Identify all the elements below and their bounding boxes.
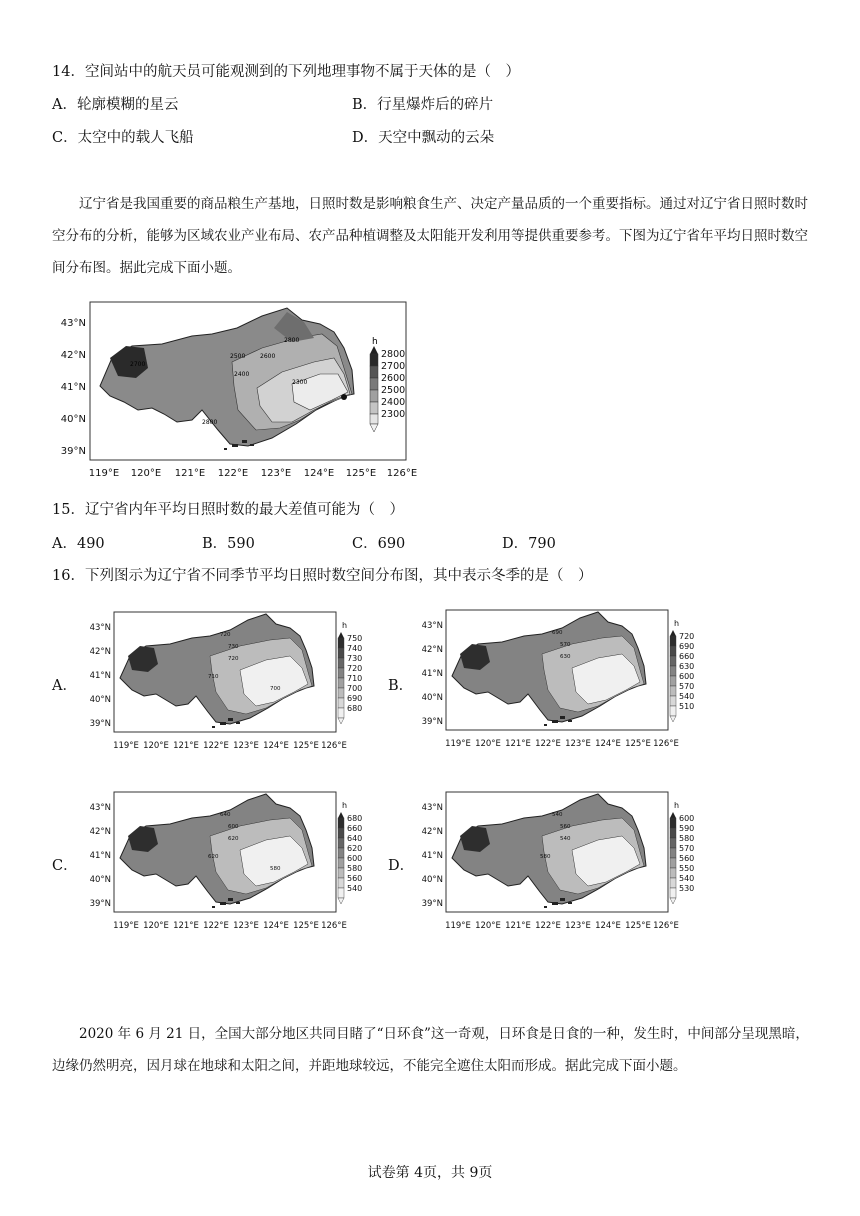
lon-label: 121°E [173, 921, 199, 931]
lon-label: 120°E [475, 921, 501, 931]
island [544, 906, 547, 908]
lon-label: 121°E [173, 741, 199, 751]
legend-value: 540 [679, 692, 695, 701]
legend-swatch [338, 838, 344, 848]
contour-label: 620 [228, 836, 239, 842]
lat-label: 40°N [421, 693, 443, 703]
legend-value: 550 [679, 864, 695, 873]
page-footer: 试卷第 4页，共 9页 [367, 1165, 493, 1181]
legend-arrow-bottom [670, 898, 676, 904]
lon-label: 120°E [143, 921, 169, 931]
contour-label: 640 [220, 812, 231, 818]
legend-value: 660 [347, 824, 363, 833]
legend-value: 730 [347, 654, 363, 663]
q14-option-d[interactable]: D．天空中飘动的云朵 [352, 130, 495, 146]
contour-label: 2300 [292, 379, 308, 386]
legend-swatch [670, 676, 676, 686]
legend-value: 560 [347, 874, 363, 883]
lat-label: 43°N [421, 803, 443, 813]
legend-swatch [670, 838, 676, 848]
legend-swatch [338, 848, 344, 858]
lat-label: 39°N [60, 446, 86, 457]
passage-liaoning: 辽宁省是我国重要的商品粮生产基地，日照时数是影响粮食生产、决定产量品质的一个重要指标。通过对辽宁省日照时数时空分布的分析，能够为区域农业产业布局、农产品种植调整及太阳能开发利用等提供重要参考。下图为辽宁省年平均日照时数空间分布图。据此完成下面小题。 [52, 196, 808, 276]
legend-value: 600 [347, 854, 363, 863]
island [228, 718, 233, 721]
q15-stem: 15．辽宁省内年平均日照时数的最大差值可能为（ ） [52, 502, 404, 518]
lon-label: 122°E [203, 741, 229, 751]
lon-label: 122°E [535, 921, 561, 931]
legend-swatch [338, 888, 344, 898]
q16-option-d[interactable]: D． [388, 858, 415, 874]
legend-swatch [670, 888, 676, 898]
island [552, 902, 558, 905]
lon-label: 125°E [345, 468, 377, 479]
contour-label: 630 [560, 654, 571, 660]
legend-swatch [338, 668, 344, 678]
legend-swatch [670, 696, 676, 706]
legend-value: 560 [679, 854, 695, 863]
main-sunshine-map [52, 298, 422, 488]
lat-label: 40°N [89, 875, 111, 885]
island [220, 902, 226, 905]
island [236, 722, 240, 724]
legend-value: 2600 [381, 373, 406, 384]
lat-label: 39°N [89, 719, 111, 729]
lon-label: 124°E [303, 468, 335, 479]
q14-stem: 14．空间站中的航天员可能观测到的下列地理事物不属于天体的是（ ） [52, 64, 520, 80]
island [212, 726, 215, 728]
legend-value: 660 [679, 652, 695, 661]
passage-annular-eclipse: 2020 年 6 月 21 日，全国大部分地区共同目睹了“日环食”这一奇观，日环食是日食的一种，发生时，中间部分呈现黑暗，边缘仍然明亮，因月球在地球和太阳之间，并距地球较远，不能完全遮住太阳而形成。据此完成下面小题。 [52, 1026, 809, 1074]
lon-label: 119°E [113, 741, 139, 751]
lon-label: 125°E [625, 921, 651, 931]
q16-option-c[interactable]: C． [52, 858, 78, 874]
contour-label: 2700 [130, 361, 146, 368]
legend-swatch [670, 636, 676, 646]
legend-value: 2400 [381, 397, 406, 408]
lon-label: 126°E [653, 921, 679, 931]
legend-arrow-bottom [670, 716, 676, 722]
q14-option-a[interactable]: A．轮廓模糊的星云 [52, 97, 179, 113]
q15-option-c[interactable]: C．690 [352, 536, 406, 552]
lat-label: 43°N [421, 621, 443, 631]
island [568, 720, 572, 722]
legend-value: 720 [347, 664, 363, 673]
legend-unit: h [372, 337, 378, 347]
legend-swatch [670, 878, 676, 888]
lon-label: 119°E [445, 739, 471, 749]
legend-swatch [338, 658, 344, 668]
legend-swatch [670, 858, 676, 868]
lon-label: 122°E [203, 921, 229, 931]
legend-swatch [338, 828, 344, 838]
legend-swatch [338, 638, 344, 648]
lon-label: 125°E [625, 739, 651, 749]
lon-label: 125°E [293, 741, 319, 751]
legend-arrow-bottom [338, 718, 344, 724]
lon-label: 123°E [565, 739, 591, 749]
legend-arrow-top [670, 630, 676, 636]
q14-option-c[interactable]: C．太空中的载人飞船 [52, 130, 194, 146]
q16-option-a[interactable]: A． [52, 678, 77, 694]
legend-value: 750 [347, 634, 363, 643]
island [544, 724, 547, 726]
q15-option-d[interactable]: D．790 [502, 536, 556, 552]
legend-unit: h [674, 801, 680, 810]
legend-value: 680 [347, 814, 363, 823]
lon-label: 124°E [595, 921, 621, 931]
season-map-b[interactable] [412, 608, 695, 758]
lon-label: 123°E [565, 921, 591, 931]
lon-label: 124°E [595, 739, 621, 749]
legend-swatch [670, 706, 676, 716]
legend-value: 570 [679, 844, 695, 853]
lat-label: 43°N [60, 318, 86, 329]
contour-label: 710 [208, 674, 219, 680]
lon-label: 126°E [386, 468, 418, 479]
legend-value: 700 [347, 684, 363, 693]
island [228, 898, 233, 901]
lat-label: 42°N [421, 645, 443, 655]
q15-option-b[interactable]: B．590 [202, 536, 255, 552]
q14-option-b[interactable]: B．行星爆炸后的碎片 [352, 97, 494, 113]
lat-label: 40°N [421, 875, 443, 885]
legend-value: 600 [679, 814, 695, 823]
island [560, 716, 565, 719]
legend-value: 2800 [381, 349, 406, 360]
legend-value: 510 [679, 702, 695, 711]
contour-label: 2500 [230, 353, 246, 360]
lon-label: 120°E [143, 741, 169, 751]
legend-swatch [670, 686, 676, 696]
legend-unit: h [674, 619, 680, 628]
legend-arrow-top [670, 812, 676, 818]
season-map-c[interactable] [80, 790, 363, 940]
island [552, 720, 558, 723]
legend-value: 590 [679, 824, 695, 833]
legend-value: 570 [679, 682, 695, 691]
lon-label: 120°E [475, 739, 501, 749]
legend-arrow-bottom [338, 898, 344, 904]
legend-swatch [670, 818, 676, 828]
lat-label: 41°N [89, 671, 111, 681]
legend-swatch [670, 666, 676, 676]
legend-swatch [338, 708, 344, 718]
legend-value: 690 [347, 694, 363, 703]
legend-unit: h [342, 621, 348, 630]
lat-label: 42°N [89, 647, 111, 657]
island [560, 898, 565, 901]
lat-label: 42°N [421, 827, 443, 837]
legend-swatch [670, 868, 676, 878]
lat-label: 40°N [89, 695, 111, 705]
legend-swatch [338, 688, 344, 698]
lat-label: 39°N [421, 899, 443, 909]
legend-swatch [670, 828, 676, 838]
q15-option-a[interactable]: A．490 [52, 536, 105, 552]
lon-label: 123°E [260, 468, 292, 479]
lon-label: 119°E [445, 921, 471, 931]
lon-label: 120°E [130, 468, 162, 479]
contour-label: 2400 [234, 371, 250, 378]
contour-label: 600 [228, 824, 239, 830]
contour-label: 540 [552, 812, 563, 818]
lat-label: 39°N [89, 899, 111, 909]
lon-label: 123°E [233, 741, 259, 751]
legend-value: 630 [679, 662, 695, 671]
legend-value: 530 [679, 884, 695, 893]
legend-swatch [338, 678, 344, 688]
lon-label: 119°E [113, 921, 139, 931]
contour-label: 700 [270, 686, 281, 692]
contour-label: 720 [228, 656, 239, 662]
lon-label: 121°E [505, 739, 531, 749]
lat-label: 41°N [421, 669, 443, 679]
contour-label: 620 [208, 854, 219, 860]
q16-option-b[interactable]: B． [388, 678, 414, 694]
legend-swatch [338, 868, 344, 878]
legend-swatch [338, 818, 344, 828]
main-legend [370, 337, 405, 432]
island [568, 902, 572, 904]
legend-value: 690 [679, 642, 695, 651]
legend-swatch [338, 698, 344, 708]
legend-value: 740 [347, 644, 363, 653]
island [236, 902, 240, 904]
legend-value: 2700 [381, 361, 406, 372]
lon-label: 125°E [293, 921, 319, 931]
legend-value: 540 [679, 874, 695, 883]
contour-label: 580 [540, 854, 551, 860]
season-map-d[interactable] [412, 790, 695, 940]
contour-label: 540 [560, 836, 571, 842]
lon-label: 124°E [263, 741, 289, 751]
legend-value: 2300 [381, 409, 406, 420]
legend-value: 580 [679, 834, 695, 843]
legend-swatch [670, 646, 676, 656]
contour-label: 2600 [260, 353, 276, 360]
lat-label: 41°N [421, 851, 443, 861]
season-map-a[interactable] [80, 610, 363, 760]
island [212, 906, 215, 908]
legend-swatch [338, 858, 344, 868]
lon-label: 126°E [321, 921, 347, 931]
lat-label: 43°N [89, 803, 111, 813]
legend-value: 640 [347, 834, 363, 843]
lon-label: 119°E [88, 468, 120, 479]
contour-label: 560 [560, 824, 571, 830]
lon-label: 122°E [535, 739, 561, 749]
lat-label: 40°N [60, 414, 86, 425]
contour-label: 690 [552, 630, 563, 636]
lon-label: 121°E [174, 468, 206, 479]
legend-unit: h [342, 801, 348, 810]
legend-arrow-top [338, 812, 344, 818]
legend-value: 540 [347, 884, 363, 893]
lat-label: 42°N [60, 350, 86, 361]
legend-swatch [670, 656, 676, 666]
contour-label: 2800 [284, 337, 300, 344]
legend-arrow-top [338, 632, 344, 638]
lat-label: 39°N [421, 717, 443, 727]
lat-label: 41°N [60, 382, 86, 393]
legend-value: 580 [347, 864, 363, 873]
lon-label: 124°E [263, 921, 289, 931]
legend-value: 680 [347, 704, 363, 713]
lon-label: 121°E [505, 921, 531, 931]
contour-label: 2800 [202, 419, 218, 426]
legend-value: 2500 [381, 385, 406, 396]
lon-label: 122°E [217, 468, 249, 479]
lat-label: 43°N [89, 623, 111, 633]
q16-stem: 16．下列图示为辽宁省不同季节平均日照时数空间分布图，其中表示冬季的是（ ） [52, 568, 593, 584]
lon-label: 123°E [233, 921, 259, 931]
legend-value: 620 [347, 844, 363, 853]
legend-value: 710 [347, 674, 363, 683]
legend-value: 600 [679, 672, 695, 681]
legend-swatch [670, 848, 676, 858]
island [220, 722, 226, 725]
lat-label: 41°N [89, 851, 111, 861]
legend-swatch [338, 878, 344, 888]
contour-label: 580 [270, 866, 281, 872]
contour-label: 570 [560, 642, 571, 648]
legend-value: 720 [679, 632, 695, 641]
lon-label: 126°E [653, 739, 679, 749]
contour-label: 720 [220, 632, 231, 638]
contour-label: 730 [228, 644, 239, 650]
lon-label: 126°E [321, 741, 347, 751]
legend-swatch [338, 648, 344, 658]
lat-label: 42°N [89, 827, 111, 837]
